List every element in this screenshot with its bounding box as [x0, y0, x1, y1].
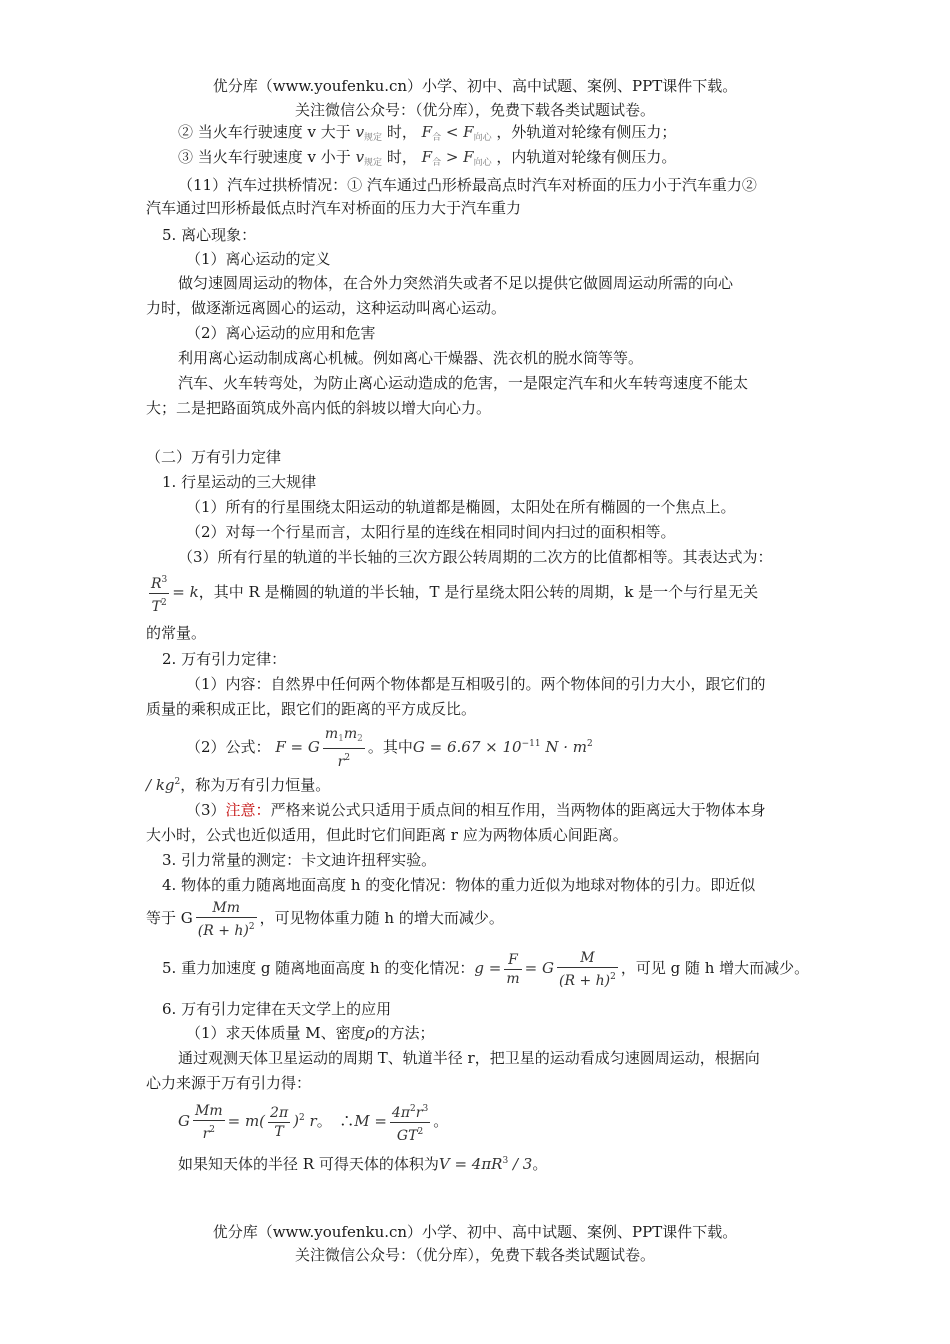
- cavendish-line: 3. 引力常量的测定：卡文迪许扭秤实验。: [162, 851, 437, 869]
- gravity-acceleration-text: 5. 重力加速度 g 随离地面高度 h 的变化情况：: [162, 959, 475, 977]
- volume-line: [178, 1150, 844, 1175]
- gravitation-formula-fraction: $\frac{m_1m_2}{r^2}$: [324, 726, 363, 770]
- centrifugal-definition-heading: （1）离心运动的定义: [186, 250, 331, 268]
- gravitation-law-content-2: 质量的乘积成正比，跟它们的距离的平方成反比。: [146, 700, 477, 718]
- gravity-acceleration-conclusion: ，可见 g 随 h 增大而减少。: [620, 959, 810, 977]
- gravitation-constant-value: $G = 6.67 \times 10^{-11}$ $N \cdot m^2$: [412, 738, 593, 756]
- gravitation-formula-label: （2）公式：: [186, 738, 271, 756]
- astronomy-method-suffix: 的方法；: [374, 1024, 435, 1042]
- force-comparison-less: $F_合 < F_{向心}$: [421, 123, 492, 143]
- note-warning-label: 注意：: [225, 801, 271, 819]
- v-regulated-symbol: $v_{规定}$: [355, 148, 383, 168]
- gravitation-section-heading: （二）万有引力定律: [146, 448, 282, 466]
- volume-end: 。: [532, 1155, 548, 1173]
- kepler-formula-explanation: ，其中 R 是椭圆的轨道的半长轴，T 是行星绕太阳公转的周期，k 是一个与行星无关: [198, 583, 759, 601]
- kepler-formula-fraction: $\frac{R^3}{T^2}$: [149, 571, 169, 616]
- gravitation-law-heading: 2. 万有引力定律：: [162, 650, 287, 668]
- centrifugal-application-1: 利用离心运动制成离心机械。例如离心干燥器、洗衣机的脱水筒等等。: [178, 349, 644, 367]
- train-faster-line: [178, 121, 844, 149]
- centrifugal-definition-1: 做匀速圆周运动的物体，在合外力突然消失或者不足以提供它做圆周运动所需的向心: [178, 274, 734, 292]
- train-slower-result: ，内轨道对轮缘有侧压力。: [496, 148, 677, 166]
- kepler-formula-line: $\frac{R^3}{T^2}$ = k，其中 R 是椭圆的轨道的半长轴，T 是行星绕太阳公转的周期，k 是一个与行星无关: [146, 570, 812, 616]
- train-slower-line: [178, 146, 844, 174]
- centrifugal-application-heading: （2）离心运动的应用和危害: [186, 324, 376, 342]
- centrifugal-definition-2: 力时，做逐渐远离圆心的运动，这种运动叫离心运动。: [146, 299, 507, 317]
- train-faster-when: 时，: [386, 123, 417, 141]
- kepler-law-1: （1）所有的行星围绕太阳运动的轨道都是椭圆，太阳处在所有椭圆的一个焦点上。: [186, 498, 736, 516]
- volume-formula: $V = 4\pi R^3 / 3$: [438, 1155, 533, 1173]
- train-faster-result: ，外轨道对轮缘有侧压力；: [496, 123, 677, 141]
- mass-derivation-line: G $\frac{Mm}{r^2}$ = m( $\frac{2\pi}{T}$ )$^2$ r。 ∴M = $\frac{4\pi^2r^3}{GT^2}$ 。: [178, 1096, 844, 1145]
- gravitation-formula: F = G: [275, 738, 320, 756]
- gravity-acceleration-line: 5. 重力加速度 g 随离地面高度 h 的变化情况：g = $\frac{F}{m}$ = G $\frac{M}{(R + h)^2}$ ，可见 g 随 h 增大而减少。: [162, 949, 810, 989]
- mass-derivation-fraction-1: $\frac{Mm}{r^2}$: [194, 1102, 223, 1142]
- gravitation-formula-line: [186, 722, 852, 771]
- volume-text: 如果知天体的半径 R 可得天体的体积为: [178, 1155, 439, 1173]
- astronomy-method-2: 心力来源于万有引力得：: [146, 1074, 312, 1092]
- weight-height-prefix: 等于 G: [146, 909, 193, 927]
- kepler-law-3: （3）所有行星的轨道的半长轴的三次方跟公转周期的二次方的比值都相等。其表达式为：: [178, 548, 773, 566]
- note-line-1: [186, 799, 852, 821]
- bridge-line-1: （11）汽车过拱桥情况：① 汽车通过凸形桥最高点时汽车对桥面的压力小于汽车重力②: [178, 176, 757, 194]
- kepler-law-2: （2）对每一个行星而言，太阳行星的连线在相同时间内扫过的面积相等。: [186, 523, 676, 541]
- gravity-acceleration-fraction-1: $\frac{F}{m}$: [506, 951, 520, 987]
- footer-line-2: 关注微信公众号：（优分库），免费下载各类试题试卷。: [294, 1246, 655, 1264]
- gravitation-constant-note: ，称为万有引力恒量。: [180, 776, 331, 794]
- gravitation-constant-unit: / $kg^2$: [146, 776, 181, 794]
- weight-height-line-1: 4. 物体的重力随离地面高度 h 的变化情况：物体的重力近似为地球对物体的引力。即近似: [162, 876, 756, 894]
- mass-derivation-therefore: 。 ∴: [316, 1112, 355, 1130]
- gravitation-constant-line: [146, 771, 812, 796]
- footer-line-1: 优分库（www.youfenku.cn）小学、初中、高中试题、案例、PPT课件下载。: [212, 1223, 738, 1241]
- header-line-1: 优分库（www.youfenku.cn）小学、初中、高中试题、案例、PPT课件下载。: [212, 77, 738, 95]
- kepler-law-3-end: 的常量。: [146, 624, 207, 642]
- weight-formula-fraction: $\frac{Mm}{(R + h)^2}$: [197, 899, 255, 939]
- gravitation-formula-mid: 。其中: [367, 738, 413, 756]
- train-faster-text: ② 当火车行驶速度 v 大于: [178, 123, 351, 141]
- astronomy-heading: 6. 万有引力定律在天文学上的应用: [162, 1000, 392, 1018]
- kepler-heading: 1. 行星运动的三大规律: [162, 473, 317, 491]
- weight-height-line-2: [146, 896, 812, 940]
- header-line-2: 关注微信公众号：（优分库），免费下载各类试题试卷。: [294, 101, 655, 119]
- bridge-line-2: 汽车通过凹形桥最低点时汽车对桥面的压力大于汽车重力: [146, 199, 522, 217]
- mass-result-end: 。: [433, 1112, 449, 1130]
- train-slower-when: 时，: [386, 148, 417, 166]
- weight-height-conclusion: ，可见物体重力随 h 的增大而减少。: [259, 909, 504, 927]
- astronomy-method-heading: （1）求天体质量 M、密度ρ的方法；: [186, 1024, 435, 1042]
- v-regulated-symbol: $v_{规定}$: [355, 123, 383, 143]
- gravity-acceleration-fraction-2: $\frac{M}{(R + h)^2}$: [558, 949, 616, 989]
- gravitation-law-content-1: （1）内容：自然界中任何两个物体都是互相吸引的。两个物体间的引力大小，跟它们的: [186, 675, 766, 693]
- note-prefix: （3）: [186, 801, 226, 819]
- note-line-2: 大小时，公式也近似适用，但此时它们间距离 r 应为两物体质心间距离。: [146, 826, 628, 844]
- note-text-1: 严格来说公式只适用于质点间的相互作用，当两物体的距离远大于物体本身: [270, 801, 766, 819]
- train-slower-text: ③ 当火车行驶速度 v 小于: [178, 148, 351, 166]
- mass-result-fraction: $\frac{4\pi^2r^3}{GT^2}$: [390, 1100, 430, 1145]
- astronomy-method-1: 通过观测天体卫星运动的周期 T、轨道半径 r，把卫星的运动看成匀速圆周运动，根据向: [178, 1049, 760, 1067]
- centrifugal-application-2: 汽车、火车转弯处，为防止离心运动造成的危害，一是限定汽车和火车转弯速度不能太: [178, 374, 749, 392]
- centrifugal-heading: 5. 离心现象：: [162, 226, 257, 244]
- centrifugal-application-3: 大；二是把路面筑成外高内低的斜坡以增大向心力。: [146, 399, 492, 417]
- astronomy-method-text: （1）求天体质量 M、密度: [186, 1024, 366, 1042]
- mass-derivation-fraction-2: $\frac{2\pi}{T}$: [270, 1104, 289, 1140]
- force-comparison-greater: $F_合 > F_{向心}$: [421, 148, 492, 168]
